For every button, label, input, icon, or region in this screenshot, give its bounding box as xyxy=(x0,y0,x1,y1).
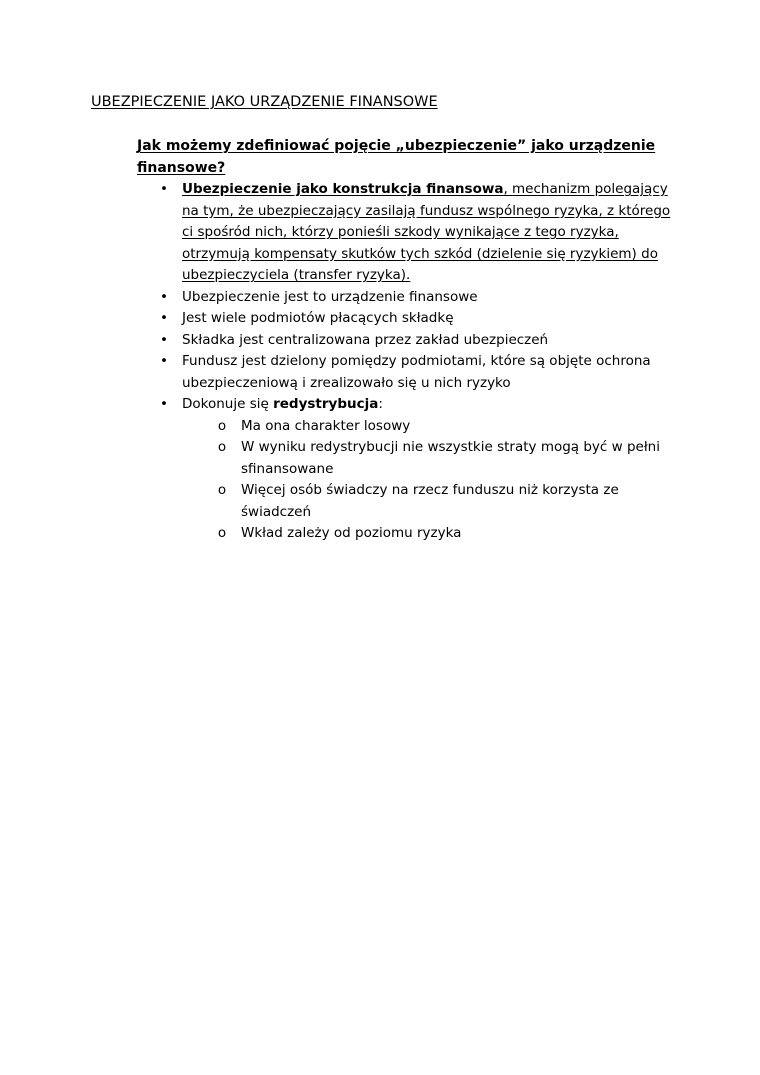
bullet-text: Składka jest centralizowana przez zakład ubezpieczeń xyxy=(182,331,549,348)
definition-body: , mechanizm polegający na tym, że ubezpieczający zasilają fundusz wspólnego ryzyka, z którego ci spośród nich, którzy ponieśli szkody wynikające z tego ryzyka, otrzymują kompensaty skutków tych szkód (dzielenie się ryzykiem) do ubezpieczyciela (transfer ryzyka). xyxy=(182,181,671,283)
sub-bullet-marker: o xyxy=(217,525,227,541)
bullet-item xyxy=(137,287,677,309)
bullet-item xyxy=(137,308,677,330)
sub-bullet-text: Więcej osób świadczy na rzecz funduszu niż korzysta ze świadczeń xyxy=(241,482,619,520)
bullet-text: Ubezpieczenie jest to urządzenie finansowe xyxy=(182,288,478,305)
redistribution-term: redystrybucja xyxy=(273,396,379,412)
bullet-marker: • xyxy=(160,396,168,412)
sub-bullet-item xyxy=(182,416,677,438)
sub-bullet-text: Wkład zależy od poziomu ryzyka xyxy=(241,525,462,541)
bullet-text-suffix: : xyxy=(378,396,383,412)
definition-term: Ubezpieczenie jako konstrukcja finansowa xyxy=(182,181,504,197)
bullet-item xyxy=(137,330,677,352)
bullet-marker: • xyxy=(160,353,168,369)
sub-bullet-marker: o xyxy=(217,439,227,455)
bullet-marker: • xyxy=(160,310,168,326)
bullet-marker: • xyxy=(160,331,168,348)
sub-bullet-item xyxy=(182,480,677,523)
bullet-marker: • xyxy=(160,181,168,197)
section-question: Jak możemy zdefiniować pojęcie „ubezpieczenie” jako urządzenie finansowe? xyxy=(137,138,656,176)
bullet-text: Fundusz jest dzielony pomiędzy podmiotami, które są objęte ochrona ubezpieczeniową i zrealizowało się u nich ryzyko xyxy=(182,353,651,391)
sub-bullet-item xyxy=(182,437,677,480)
definition-text xyxy=(182,181,670,283)
sub-bullet-list xyxy=(182,416,677,545)
sub-bullet-marker: o xyxy=(217,482,227,498)
bullet-marker: • xyxy=(160,288,168,305)
bullet-text-prefix: Dokonuje się xyxy=(182,396,274,412)
sub-bullet-marker: o xyxy=(217,417,227,434)
bullet-item-redistribution xyxy=(137,394,677,545)
bullet-item xyxy=(137,351,677,394)
sub-bullet-text: Ma ona charakter losowy xyxy=(241,417,411,434)
bullet-list xyxy=(137,179,677,545)
document-title: UBEZPIECZENIE JAKO URZĄDZENIE FINANSOWE xyxy=(91,94,438,110)
bullet-text: Jest wiele podmiotów płacących składkę xyxy=(182,310,454,326)
bullet-item-definition xyxy=(137,179,677,287)
sub-bullet-item xyxy=(182,523,677,545)
sub-bullet-text: W wyniku redystrybucji nie wszystkie straty mogą być w pełni sfinansowane xyxy=(241,439,660,477)
